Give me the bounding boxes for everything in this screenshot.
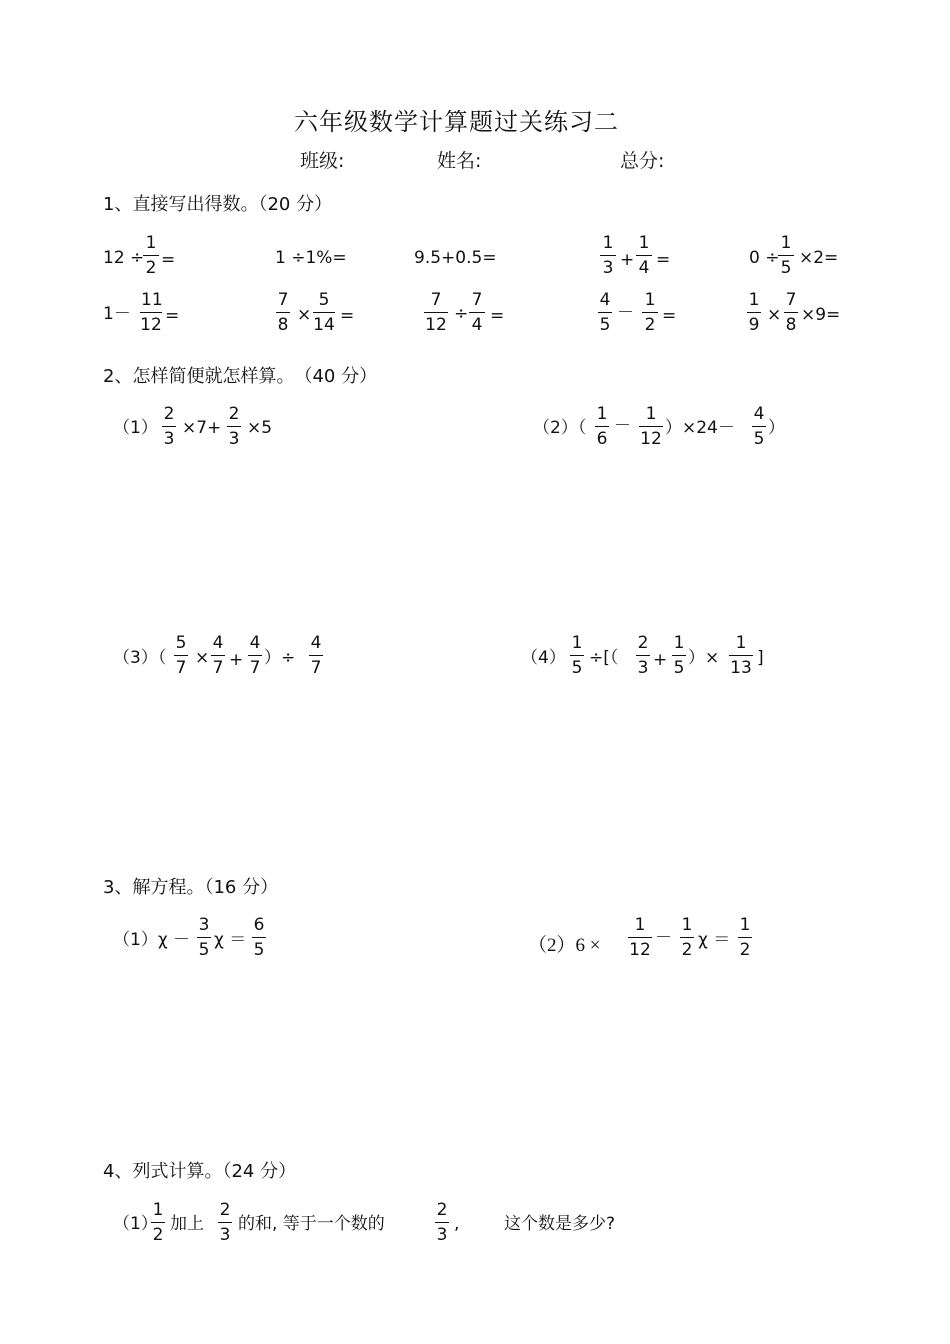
equals-sign: = <box>165 306 180 326</box>
fraction: 2 3 <box>163 404 175 449</box>
expr-text: ×7+ <box>182 418 222 438</box>
fraction: 1 9 <box>748 290 760 335</box>
plus-sign: + <box>229 650 244 670</box>
fraction: 4 5 <box>753 404 765 449</box>
fraction: 1 2 <box>152 1200 164 1245</box>
expr-text: ）÷ <box>264 648 296 668</box>
section2-heading: 2、怎样简便就怎样算。 （40 分） <box>103 366 378 387</box>
fraction: 7 8 <box>277 290 289 335</box>
fraction: 2 3 <box>219 1200 231 1245</box>
times-sign: × <box>767 305 782 325</box>
times-sign: × <box>297 305 312 325</box>
fraction: 1 12 <box>640 404 662 449</box>
expr-text: 0 ÷ <box>749 248 780 268</box>
equals-sign: = <box>340 306 355 326</box>
name-label: 姓名: <box>437 150 482 172</box>
fraction: 1 2 <box>143 235 159 277</box>
question-label: （3）（ <box>113 648 167 668</box>
question-label: （1） <box>113 1214 158 1234</box>
equals-sign: = <box>161 250 176 270</box>
fraction: 1 6 <box>596 404 608 449</box>
fraction: 1 13 <box>730 633 752 678</box>
fraction: 1 4 <box>636 235 652 277</box>
class-label: 班级: <box>300 150 345 172</box>
minus-sign: － <box>655 928 672 948</box>
plus-sign: + <box>620 250 635 270</box>
minus-sign: － <box>617 303 634 323</box>
equals-sign: = <box>662 306 677 326</box>
expr-text: χ ＝ <box>698 930 731 950</box>
equals-sign: = <box>490 306 505 326</box>
fraction: 4 7 <box>310 633 322 678</box>
fraction: 1 5 <box>673 633 685 678</box>
expr-text: ×5 <box>247 418 273 438</box>
expr-text: ÷[（ <box>589 648 619 668</box>
problem-text: 加上 <box>170 1214 204 1234</box>
fraction: 1 2 <box>739 915 751 960</box>
fraction: 7 8 <box>785 290 797 335</box>
question-label: （2）（ <box>533 418 587 438</box>
fraction: 1 3 <box>600 235 616 277</box>
fraction: 4 5 <box>599 290 611 335</box>
divide-sign: ÷ <box>454 304 469 324</box>
expr-text: χ ＝ <box>214 930 247 950</box>
expr-text: 12 ÷ <box>103 248 145 268</box>
fraction: 2 3 <box>228 404 240 449</box>
fraction: 6 5 <box>253 915 265 960</box>
page-title: 六年级数学计算题过关练习二 <box>294 108 619 136</box>
fraction: 4 7 <box>212 633 224 678</box>
fraction: 2 3 <box>637 633 649 678</box>
question-label: （1） <box>113 418 158 438</box>
fraction: 1 2 <box>681 915 693 960</box>
problem-text: 这个数是多少? <box>504 1214 616 1234</box>
fraction: 5 7 <box>175 633 187 678</box>
expr-text: 1－ <box>103 304 131 324</box>
fraction: 5 14 <box>313 290 335 335</box>
times-sign: × <box>195 648 210 668</box>
problem-1-2: 1 ÷1%= <box>275 248 347 268</box>
problem-text: , <box>454 1214 460 1234</box>
problem-1-3: 9.5+0.5= <box>414 248 497 268</box>
fraction: 1 2 <box>642 292 658 334</box>
fraction: 11 12 <box>140 290 163 335</box>
question-label: （1）χ － <box>113 930 191 950</box>
expr-text: ）× <box>688 648 720 668</box>
plus-sign: + <box>653 650 668 670</box>
fraction: 3 5 <box>198 915 210 960</box>
fraction: 1 12 <box>629 915 651 960</box>
section3-heading: 3、解方程。（16 分） <box>103 877 279 898</box>
expr-text: ）×24－ <box>665 418 735 438</box>
section1-heading: 1、直接写出得数。（20 分） <box>103 194 333 215</box>
question-label: （2）6 × <box>528 935 601 956</box>
score-label: 总分: <box>620 150 665 172</box>
expr-text: ] <box>757 648 764 668</box>
fraction: 7 12 <box>425 290 447 335</box>
section4-heading: 4、列式计算。（24 分） <box>103 1161 297 1182</box>
fraction: 1 5 <box>571 633 583 678</box>
expr-text: ×2= <box>799 248 839 268</box>
fraction: 4 7 <box>249 633 261 678</box>
problem-text: 的和, 等于一个数的 <box>238 1214 385 1234</box>
minus-sign: － <box>614 416 631 436</box>
equals-sign: = <box>656 250 671 270</box>
fraction: 2 3 <box>436 1200 448 1245</box>
question-label: （4） <box>521 648 566 668</box>
fraction: 1 5 <box>778 235 794 277</box>
expr-text: ×9= <box>801 305 841 325</box>
expr-text: ） <box>768 418 785 438</box>
fraction: 7 4 <box>469 292 485 334</box>
